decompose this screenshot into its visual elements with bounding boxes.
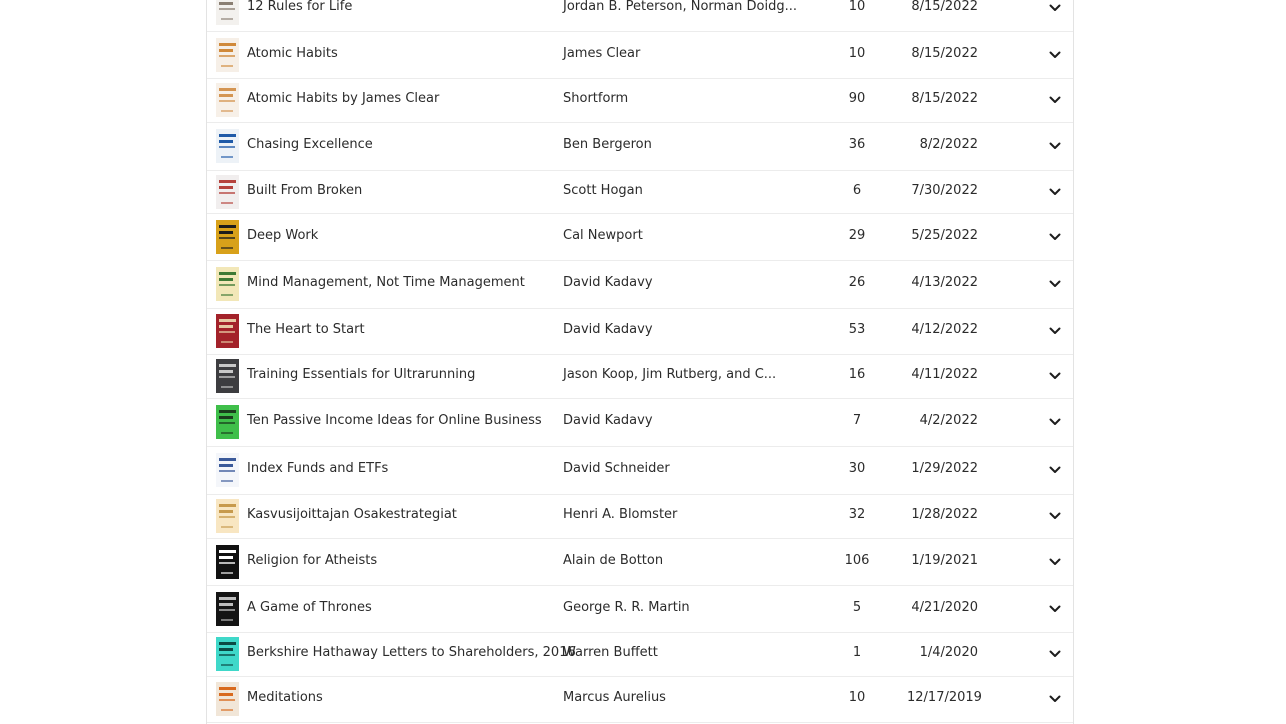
- book-author: Warren Buffett: [563, 645, 658, 660]
- last-highlighted-date: 1/29/2022: [911, 461, 978, 476]
- book-author: David Kadavy: [563, 322, 653, 337]
- last-highlighted-date: 1/28/2022: [911, 507, 978, 522]
- game-of-thrones-cover: [216, 592, 239, 626]
- 12-rules-cover: [216, 0, 239, 25]
- book-row[interactable]: [207, 308, 1073, 355]
- book-author: Ben Bergeron: [563, 137, 652, 152]
- book-title[interactable]: Atomic Habits: [247, 45, 338, 61]
- last-highlighted-date: 8/15/2022: [911, 91, 978, 106]
- book-author: Henri A. Blomster: [563, 507, 678, 522]
- book-row[interactable]: [207, 585, 1073, 633]
- book-author: Marcus Aurelius: [563, 690, 666, 705]
- book-author: Scott Hogan: [563, 182, 643, 198]
- highlight-count: 106: [844, 552, 870, 568]
- ultrarunning-cover: [216, 359, 239, 393]
- book-row[interactable]: [207, 494, 1073, 539]
- heart-to-start-cover: [216, 314, 239, 348]
- book-title[interactable]: Mind Management, Not Time Management: [247, 275, 525, 290]
- highlight-count: 29: [848, 227, 866, 243]
- book-title[interactable]: Ten Passive Income Ideas for Online Business: [247, 413, 542, 428]
- last-highlighted-date: 1/4/2020: [919, 645, 978, 660]
- chevron-down-icon[interactable]: [1047, 138, 1063, 154]
- highlight-count: 10: [848, 690, 866, 705]
- highlight-count: 36: [848, 137, 866, 152]
- book-row[interactable]: [207, 0, 1073, 32]
- book-author: James Clear: [563, 45, 641, 61]
- highlight-count: 5: [852, 599, 862, 615]
- chevron-down-icon[interactable]: [1047, 323, 1063, 339]
- index-funds-cover: [216, 453, 239, 487]
- chevron-down-icon[interactable]: [1047, 462, 1063, 478]
- book-row[interactable]: [207, 170, 1073, 214]
- book-row[interactable]: [207, 676, 1073, 723]
- book-row[interactable]: [207, 260, 1073, 309]
- chevron-down-icon[interactable]: [1047, 0, 1063, 16]
- book-author: Cal Newport: [563, 227, 643, 243]
- book-row[interactable]: [207, 354, 1073, 399]
- highlight-count: 6: [852, 182, 862, 198]
- book-author: David Kadavy: [563, 413, 653, 428]
- book-author: Jordan B. Peterson, Norman Doidg...: [563, 0, 797, 14]
- book-row[interactable]: [207, 31, 1073, 79]
- book-title[interactable]: Berkshire Hathaway Letters to Shareholders, 2016: [247, 645, 576, 660]
- last-highlighted-date: 8/2/2022: [919, 137, 978, 152]
- highlight-count: 32: [848, 507, 866, 522]
- chevron-down-icon[interactable]: [1047, 554, 1063, 570]
- last-highlighted-date: 4/12/2022: [911, 322, 978, 337]
- last-highlighted-date: 5/25/2022: [911, 227, 978, 243]
- highlight-count: 10: [848, 45, 866, 61]
- book-author: Alain de Botton: [563, 552, 664, 568]
- book-title[interactable]: Chasing Excellence: [247, 137, 373, 152]
- book-row[interactable]: [207, 632, 1073, 677]
- book-row[interactable]: [207, 446, 1073, 495]
- book-row[interactable]: [207, 538, 1073, 586]
- book-title[interactable]: Kasvusijoittajan Osakestrategiat: [247, 507, 457, 522]
- chevron-down-icon[interactable]: [1047, 184, 1063, 200]
- highlight-count: 30: [848, 461, 866, 476]
- meditations-cover: [216, 682, 239, 716]
- atomic-habits-shortform-cover: [216, 83, 239, 117]
- chevron-down-icon[interactable]: [1047, 368, 1063, 384]
- book-title[interactable]: A Game of Thrones: [247, 599, 372, 615]
- chasing-excellence-cover: [216, 129, 239, 163]
- book-title[interactable]: Deep Work: [247, 227, 319, 243]
- highlight-count: 26: [848, 275, 866, 290]
- atomic-habits-cover: [216, 38, 239, 72]
- book-row[interactable]: [207, 122, 1073, 171]
- book-author: David Schneider: [563, 461, 670, 476]
- last-highlighted-date: 12/17/2019: [907, 690, 982, 705]
- book-title[interactable]: Meditations: [247, 690, 323, 705]
- book-title[interactable]: Training Essentials for Ultrarunning: [247, 367, 476, 382]
- chevron-down-icon[interactable]: [1047, 47, 1063, 63]
- highlight-count: 90: [848, 91, 866, 106]
- book-author: Shortform: [563, 91, 629, 106]
- mind-management-cover: [216, 267, 239, 301]
- highlight-count: 7: [852, 413, 862, 428]
- highlight-count: 1: [852, 645, 862, 660]
- last-highlighted-date: 1/19/2021: [911, 552, 978, 568]
- chevron-down-icon[interactable]: [1047, 508, 1063, 524]
- religion-atheists-cover: [216, 545, 239, 579]
- chevron-down-icon[interactable]: [1047, 229, 1063, 245]
- last-highlighted-date: 8/15/2022: [911, 45, 978, 61]
- book-author: George R. R. Martin: [563, 599, 690, 615]
- chevron-down-icon[interactable]: [1047, 691, 1063, 707]
- built-from-broken-cover: [216, 175, 239, 209]
- book-title[interactable]: Religion for Atheists: [247, 552, 378, 568]
- book-title[interactable]: Index Funds and ETFs: [247, 461, 389, 476]
- book-author: David Kadavy: [563, 275, 653, 290]
- highlight-count: 16: [848, 367, 866, 382]
- berkshire-letters-cover: [216, 637, 239, 671]
- highlight-count: 53: [848, 322, 866, 337]
- book-row[interactable]: [207, 78, 1073, 123]
- chevron-down-icon[interactable]: [1047, 646, 1063, 662]
- last-highlighted-date: 4/21/2020: [911, 599, 978, 615]
- chevron-down-icon[interactable]: [1047, 414, 1063, 430]
- book-row[interactable]: [207, 213, 1073, 261]
- book-title[interactable]: 12 Rules for Life: [247, 0, 353, 14]
- passive-income-cover: [216, 405, 239, 439]
- last-highlighted-date: 4/13/2022: [911, 275, 978, 290]
- book-row[interactable]: [207, 398, 1073, 447]
- chevron-down-icon[interactable]: [1047, 92, 1063, 108]
- chevron-down-icon[interactable]: [1047, 276, 1063, 292]
- book-list: [206, 0, 1074, 724]
- last-highlighted-date: 8/15/2022: [911, 0, 978, 14]
- book-title[interactable]: The Heart to Start: [247, 322, 365, 337]
- last-highlighted-date: 4/11/2022: [911, 367, 978, 382]
- book-title[interactable]: Built From Broken: [247, 182, 363, 198]
- kasvusijoittajan-cover: [216, 499, 239, 533]
- last-highlighted-date: 7/30/2022: [911, 182, 978, 198]
- book-title[interactable]: Atomic Habits by James Clear: [247, 91, 440, 106]
- highlight-count: 10: [848, 0, 866, 14]
- book-author: Jason Koop, Jim Rutberg, and C...: [563, 367, 777, 382]
- last-highlighted-date: 4/2/2022: [919, 413, 978, 428]
- chevron-down-icon[interactable]: [1047, 601, 1063, 617]
- deep-work-cover: [216, 220, 239, 254]
